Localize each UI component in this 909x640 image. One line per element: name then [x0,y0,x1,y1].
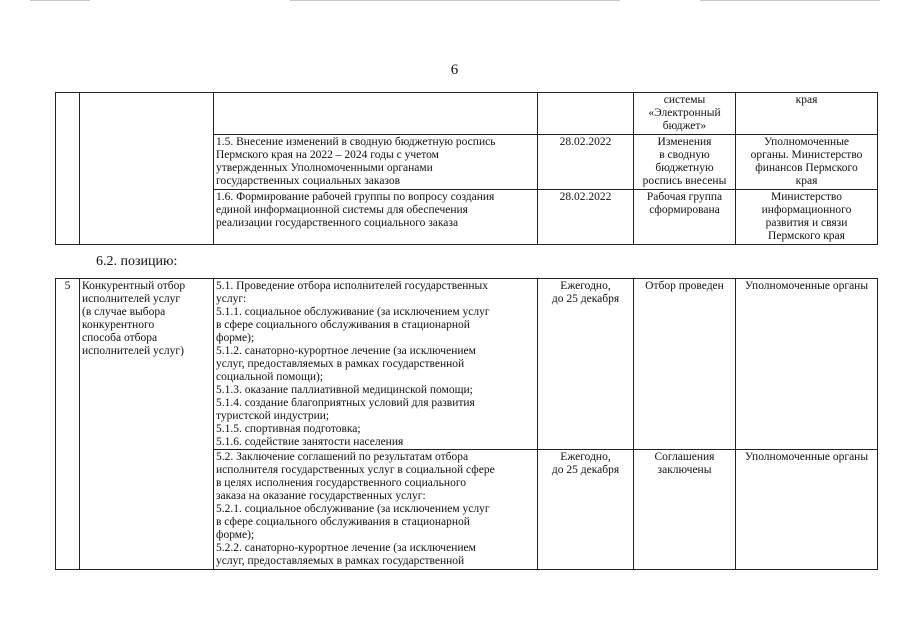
section-heading: 6.2. позицию: [96,254,178,269]
text-line: туристской индустрии; [216,410,330,422]
text-line: в сводную [659,149,710,161]
text-line: исполнителей услуг [82,293,181,305]
text-line: заключены [657,464,712,476]
text-line: форме); [216,332,255,344]
task-cell [214,450,538,570]
responsible-cell [736,135,878,190]
text-line: Ежегодно, [560,451,611,463]
responsible-cell [736,450,878,570]
text-line: органы. Министерство [750,149,863,161]
text-line: Уполномоченные [763,136,850,148]
deadline-cell [538,190,634,245]
result-cell [634,279,736,450]
text-line: развития и связи [765,217,848,229]
name-cell [80,93,214,245]
text-line: форме); [216,529,255,541]
text-line: 5.1.5. спортивная подготовка; [216,423,361,435]
number-cell [56,93,80,245]
text-line: способа отбора [82,332,158,344]
text-line: края [795,94,818,106]
text-line: конкурентного [82,319,155,331]
text-line: в сфере социального обслуживания в стационарной [216,516,470,528]
deadline-cell [538,450,634,570]
text-line: 28.02.2022 [559,191,612,203]
text-line: края [795,175,818,187]
plan-table-position [55,278,878,570]
text-line: Изменения [657,136,712,148]
text-line: до 25 декабря [551,464,620,476]
text-line: роспись внесены [642,175,727,187]
text-line: 5.2. Заключение соглашений по результатам отбора [216,451,469,463]
text-line: исполнителей услуг) [82,345,184,357]
text-line: 5.2.1. социальное обслуживание (за исключением услуг [216,503,490,515]
table-row [56,279,878,450]
responsible-cell [736,279,878,450]
result-cell [634,190,736,245]
text-line: сформирована [649,204,720,216]
task-cell [214,190,538,245]
responsible-cell [736,93,878,135]
text-line: бюджетную [655,162,714,174]
text-line: Уполномоченные органы [744,451,869,463]
deadline-cell [538,93,634,135]
text-line: до 25 декабря [551,293,620,305]
text-line: системы [663,94,706,106]
text-line: Ежегодно, [560,280,611,292]
text-line: бюджет» [662,120,707,132]
text-line: Уполномоченные органы [744,280,869,292]
deadline-cell [538,279,634,450]
page-number: 6 [450,62,459,78]
name-cell [80,279,214,570]
text-line: 5.1.4. создание благоприятных условий для развития [216,397,475,409]
text-line: 5.1.1. социальное обслуживание (за исключением услуг [216,306,490,318]
table-row [56,93,878,135]
text-line: 1.6. Формирование рабочей группы по вопросу создания [216,191,495,203]
text-line: Рабочая группа [646,191,723,203]
text-line: реализации государственного социального заказа [216,217,459,229]
result-cell [634,93,736,135]
plan-table-continuation [55,92,878,245]
deadline-cell [538,135,634,190]
text-line: Министерство [771,191,842,203]
text-line: «Электронный [648,107,721,119]
text-line: 1.5. Внесение изменений в сводную бюджетную роспись [216,136,496,148]
task-cell [214,279,538,450]
text-line: Конкурентный отбор [82,280,186,292]
text-line: финансов Пермского [755,162,858,174]
text-line: заказа на оказание государственных услуг: [216,490,426,502]
text-line: (в случае выбора [82,306,166,318]
text-line: 28.02.2022 [559,136,612,148]
text-line: государственных социальных заказов [216,175,401,187]
text-line: услуг: [216,293,247,305]
scan-top-edge [0,0,909,2]
text-line: услуг, предоставляемых в рамках государственной [216,358,465,370]
result-cell [634,135,736,190]
number-cell: 5 [56,279,80,570]
task-cell [214,135,538,190]
text-line: Отбор проведен [645,280,724,292]
text-line: 5.1. Проведение отбора исполнителей государственных [216,280,489,292]
text-line: 5.1.3. оказание паллиативной медицинской помощи; [216,384,473,396]
text-line: социальной помощи); [216,371,324,383]
text-line: Пермского края на 2022 – 2024 годы с учетом [216,149,439,161]
text-line: 5.2.2. санаторно-курортное лечение (за исключением [216,542,476,554]
text-line: информационного [761,204,852,216]
text-line: Пермского края [768,230,845,242]
text-line: в целях исполнения государственного социального [216,477,466,489]
result-cell [634,450,736,570]
responsible-cell [736,190,878,245]
text-line: 5.1.6. содействие занятости населения [216,436,404,448]
text-line: в сфере социального обслуживания в стационарной [216,319,470,331]
text-line: 5.1.2. санаторно-курортное лечение (за исключением [216,345,476,357]
text-line: исполнителя государственных услуг в социальной сфере [216,464,495,476]
text-line: услуг, предоставляемых в рамках государственной [216,555,465,567]
text-line: утвержденных Уполномоченными органами [216,162,433,174]
text-line: Соглашения [654,451,715,463]
task-cell [214,93,538,135]
text-line: единой информационной системы для обеспечения [216,204,468,216]
